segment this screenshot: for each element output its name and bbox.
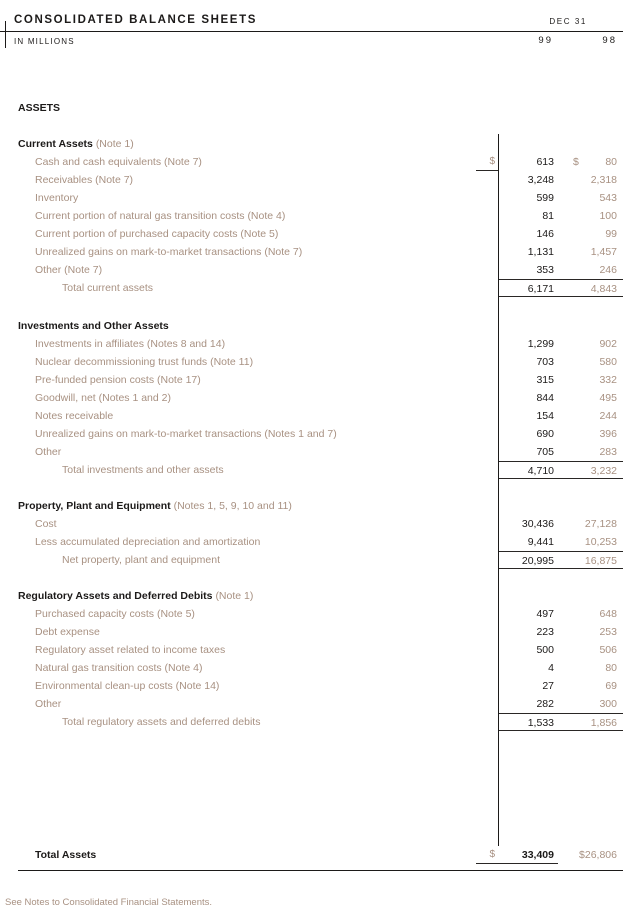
row-values	[498, 551, 623, 569]
value-col-99: 146	[536, 228, 554, 240]
value-col-99: 30,436	[521, 518, 554, 530]
label-text: Natural gas transition costs (Note 4)	[35, 662, 203, 674]
label-text: Property, Plant and Equipment	[18, 500, 171, 512]
line-item-row	[0, 353, 623, 371]
balance-sheet-section	[0, 587, 623, 731]
row-label	[0, 846, 476, 864]
value-text	[558, 497, 617, 515]
label-text: Debt expense	[35, 626, 100, 638]
line-item-row	[0, 207, 623, 225]
line-item-row	[0, 153, 623, 171]
section-total-row	[0, 713, 623, 731]
value-col-99: 315	[536, 374, 554, 386]
label-note: (Note 1)	[95, 138, 134, 150]
row-label	[0, 677, 476, 695]
row-label	[0, 389, 476, 407]
value-text: 100	[599, 210, 617, 222]
row-values	[498, 515, 623, 533]
value-col-98	[558, 515, 623, 533]
row-values	[498, 353, 623, 371]
row-values	[498, 605, 623, 623]
value-col-98	[558, 533, 623, 551]
section-heading-row	[0, 317, 623, 335]
row-values	[498, 461, 623, 479]
label-text: Nuclear decommissioning trust funds (Note 11)	[35, 356, 254, 368]
line-item-row	[0, 533, 623, 551]
label-text: Total Assets	[35, 849, 97, 861]
row-label	[0, 515, 476, 533]
row-label	[0, 407, 476, 425]
line-item-row	[0, 371, 623, 389]
row-label	[0, 153, 476, 171]
value-col-99: 353	[536, 264, 554, 276]
value-col-98	[558, 389, 623, 407]
value-col-99: 223	[536, 626, 554, 638]
label-text: Investments and Other Assets	[18, 320, 169, 332]
row-values	[498, 243, 623, 261]
value-text: 10,253	[584, 536, 617, 548]
value-col-99: 4	[548, 662, 554, 674]
label-text: Unrealized gains on mark-to-market transactions (Note 7)	[35, 246, 303, 258]
value-text: 2,318	[590, 174, 617, 186]
value-col-98	[558, 261, 623, 279]
row-label	[0, 279, 476, 297]
value-text: 300	[599, 698, 617, 710]
value-col-99: 27	[542, 680, 554, 692]
units-label: IN MILLIONS	[14, 36, 75, 46]
row-label	[0, 171, 476, 189]
row-values	[498, 135, 623, 153]
value-col-98	[558, 189, 623, 207]
value-col-98	[558, 135, 623, 153]
line-item-row	[0, 243, 623, 261]
row-label	[0, 335, 476, 353]
row-label	[0, 713, 476, 731]
row-label	[0, 99, 476, 117]
row-values	[498, 659, 623, 677]
label-text: Other	[35, 446, 62, 458]
currency-pre	[476, 677, 498, 695]
date-label: DEC 31	[549, 17, 587, 26]
row-label	[0, 461, 476, 479]
currency-pre	[476, 641, 498, 659]
value-text: 543	[599, 192, 617, 204]
value-text: 283	[599, 446, 617, 458]
value-col-98	[558, 317, 623, 335]
value-col-99: 599	[536, 192, 554, 204]
page-title: CONSOLIDATED BALANCE SHEETS	[14, 14, 257, 26]
row-label	[0, 207, 476, 225]
balance-sheet-section	[0, 317, 623, 479]
row-label	[0, 623, 476, 641]
value-col-99: 844	[536, 392, 554, 404]
line-item-row	[0, 659, 623, 677]
section-total-row	[0, 279, 623, 297]
value-text: 80	[605, 662, 617, 674]
value-col-99	[498, 99, 558, 117]
currency-symbol: $	[573, 156, 579, 168]
line-item-row	[0, 641, 623, 659]
row-values	[498, 171, 623, 189]
label-text: Investments in affiliates (Notes 8 and 14)	[35, 338, 226, 350]
currency-pre	[476, 425, 498, 443]
value-col-99: 33,409	[498, 846, 558, 864]
value-col-98	[558, 225, 623, 243]
section-heading-row	[0, 497, 623, 515]
label-text: Regulatory asset related to income taxes	[35, 644, 226, 656]
balance-sheet-body	[0, 99, 623, 864]
label-text: Cash and cash equivalents (Note 7)	[35, 156, 202, 168]
value-col-99: 613	[536, 156, 554, 168]
row-label	[0, 443, 476, 461]
value-text: 244	[599, 410, 617, 422]
currency-pre	[476, 623, 498, 641]
label-text: Inventory	[35, 192, 79, 204]
line-item-row	[0, 407, 623, 425]
value-col-99: 81	[542, 210, 554, 222]
value-col-99: 154	[536, 410, 554, 422]
value-text: 80	[605, 156, 617, 168]
value-col-99: 690	[536, 428, 554, 440]
value-text	[558, 587, 617, 605]
row-values	[498, 279, 623, 297]
row-label	[0, 189, 476, 207]
currency-pre	[476, 261, 498, 279]
line-item-row	[0, 425, 623, 443]
row-values	[498, 641, 623, 659]
value-col-98	[558, 552, 623, 570]
row-values	[498, 225, 623, 243]
value-col-98	[558, 207, 623, 225]
value-text: 69	[605, 680, 617, 692]
year-columns	[498, 32, 623, 50]
label-text: Current portion of natural gas transition costs (Note 4)	[35, 210, 286, 222]
line-item-row	[0, 443, 623, 461]
row-values	[498, 153, 623, 171]
row-values	[498, 497, 623, 515]
currency-pre: $	[476, 846, 498, 864]
value-col-98	[558, 243, 623, 261]
label-text: Current Assets	[18, 138, 93, 150]
value-col-98	[558, 153, 623, 171]
row-label	[0, 695, 476, 713]
label-text: Net property, plant and equipment	[62, 554, 220, 566]
row-label	[0, 371, 476, 389]
value-col-99	[498, 497, 558, 515]
row-label	[0, 425, 476, 443]
value-col-98	[558, 443, 623, 461]
row-values	[498, 261, 623, 279]
row-label	[0, 243, 476, 261]
row-values	[498, 389, 623, 407]
value-col-99: 6,171	[527, 283, 554, 295]
line-item-row	[0, 515, 623, 533]
value-text	[558, 135, 617, 153]
line-item-row	[0, 623, 623, 641]
value-text: 246	[599, 264, 617, 276]
currency-pre	[476, 189, 498, 207]
value-col-99: 3,248	[527, 174, 554, 186]
row-values	[498, 99, 623, 117]
value-col-98	[558, 846, 623, 864]
section-total-row	[0, 461, 623, 479]
currency-pre	[476, 407, 498, 425]
value-text: 253	[599, 626, 617, 638]
column-spacer	[476, 32, 498, 50]
row-values	[498, 317, 623, 335]
row-values	[498, 207, 623, 225]
currency-pre	[476, 99, 498, 117]
line-item-row	[0, 261, 623, 279]
value-col-98	[558, 99, 623, 117]
label-text: Pre-funded pension costs (Note 17)	[35, 374, 201, 386]
value-text: 902	[599, 338, 617, 350]
line-item-row	[0, 189, 623, 207]
value-col-99: 705	[536, 446, 554, 458]
label-text: Other (Note 7)	[35, 264, 103, 276]
value-col-98	[558, 280, 623, 298]
currency-pre	[476, 207, 498, 225]
row-label	[0, 605, 476, 623]
header-tick-line	[5, 21, 6, 48]
value-col-98	[558, 695, 623, 713]
row-values	[498, 677, 623, 695]
value-text: 332	[599, 374, 617, 386]
label-text: ASSETS	[18, 102, 61, 114]
label-note: (Notes 1, 5, 9, 10 and 11)	[173, 500, 292, 512]
row-values	[498, 713, 623, 731]
label-text: Regulatory Assets and Deferred Debits	[18, 590, 213, 602]
row-label	[0, 135, 476, 153]
value-col-99: 703	[536, 356, 554, 368]
balance-sheet-section	[0, 135, 623, 297]
value-col-98	[558, 605, 623, 623]
section-total-row	[0, 551, 623, 569]
row-label	[0, 641, 476, 659]
value-col-98	[558, 659, 623, 677]
value-col-99: 1,533	[527, 717, 554, 729]
label-text: Purchased capacity costs (Note 5)	[35, 608, 195, 620]
value-text	[558, 99, 617, 117]
value-col-98	[558, 171, 623, 189]
total-assets-row	[0, 846, 623, 864]
row-values	[498, 623, 623, 641]
label-text: Environmental clean-up costs (Note 14)	[35, 680, 220, 692]
line-item-row	[0, 389, 623, 407]
value-col-99: 4,710	[527, 465, 554, 477]
label-text: Total investments and other assets	[62, 464, 224, 476]
row-label	[0, 497, 476, 515]
section-heading-row	[0, 135, 623, 153]
currency-pre	[476, 371, 498, 389]
label-text: Total regulatory assets and deferred debits	[62, 716, 261, 728]
currency-pre	[476, 695, 498, 713]
value-col-99	[498, 135, 558, 153]
label-text: Receivables (Note 7)	[35, 174, 134, 186]
column-headers-row	[0, 33, 623, 49]
value-text: 1,457	[590, 246, 617, 258]
currency-pre	[476, 443, 498, 461]
value-col-98	[558, 497, 623, 515]
row-label	[0, 587, 476, 605]
value-text: 580	[599, 356, 617, 368]
value-col-98	[558, 371, 623, 389]
row-values	[498, 443, 623, 461]
line-item-row	[0, 335, 623, 353]
value-text: 506	[599, 644, 617, 656]
currency-pre	[476, 461, 498, 479]
currency-pre	[476, 497, 498, 515]
row-values	[498, 695, 623, 713]
value-text: 99	[605, 228, 617, 240]
currency-pre	[476, 659, 498, 677]
value-col-98	[558, 462, 623, 480]
value-col-99: 282	[536, 698, 554, 710]
value-col-99	[498, 587, 558, 605]
value-text	[558, 317, 617, 335]
balance-sheet-section	[0, 497, 623, 569]
label-note: (Note 1)	[215, 590, 254, 602]
currency-pre	[476, 353, 498, 371]
value-text: 1,856	[590, 717, 617, 729]
row-label	[0, 353, 476, 371]
label-text: Goodwill, net (Notes 1 and 2)	[35, 392, 171, 404]
label-text: Current portion of purchased capacity costs (Note 5)	[35, 228, 279, 240]
row-values	[498, 371, 623, 389]
currency-pre	[476, 225, 498, 243]
line-item-row	[0, 605, 623, 623]
currency-pre	[476, 335, 498, 353]
value-text: 16,875	[584, 555, 617, 567]
row-label	[0, 533, 476, 551]
value-col-98	[558, 353, 623, 371]
row-label	[0, 225, 476, 243]
currency-pre	[476, 713, 498, 731]
line-item-row	[0, 695, 623, 713]
currency-pre	[476, 389, 498, 407]
column-divider-line	[498, 134, 499, 846]
currency-pre	[476, 551, 498, 569]
value-col-98	[558, 425, 623, 443]
value-col-98	[558, 587, 623, 605]
page-header	[0, 0, 623, 49]
currency-pre	[476, 279, 498, 297]
value-text: 27,128	[584, 518, 617, 530]
currency-pre	[476, 135, 498, 153]
column-header-1998: 98	[602, 35, 617, 46]
row-label	[0, 261, 476, 279]
value-col-98	[558, 714, 623, 732]
currency-pre: $	[476, 153, 498, 171]
currency-pre	[476, 587, 498, 605]
value-col-98	[558, 335, 623, 353]
currency-pre	[476, 317, 498, 335]
label-text: Total current assets	[62, 282, 154, 294]
value-col-98	[558, 641, 623, 659]
label-text: Less accumulated depreciation and amortization	[35, 536, 261, 548]
value-text: $26,806	[579, 849, 617, 861]
label-text: Other	[35, 698, 62, 710]
label-text: Unrealized gains on mark-to-market transactions (Notes 1 and 7)	[35, 428, 337, 440]
row-values	[498, 533, 623, 551]
section-heading-row	[0, 587, 623, 605]
label-text: Cost	[35, 518, 57, 530]
currency-pre	[476, 605, 498, 623]
value-text: 4,843	[590, 283, 617, 295]
row-values	[498, 587, 623, 605]
row-label	[0, 551, 476, 569]
value-text: 3,232	[590, 465, 617, 477]
row-values	[498, 846, 623, 864]
row-label	[0, 317, 476, 335]
value-col-99: 9,441	[527, 536, 554, 548]
total-assets-bottom-rule	[18, 870, 623, 871]
value-text: 648	[599, 608, 617, 620]
value-col-99: 1,131	[527, 246, 554, 258]
row-values	[498, 407, 623, 425]
value-col-98	[558, 677, 623, 695]
currency-pre	[476, 533, 498, 551]
value-col-99: 1,299	[527, 338, 554, 350]
row-values	[498, 335, 623, 353]
currency-pre	[476, 171, 498, 189]
currency-pre	[476, 243, 498, 261]
value-col-99: 500	[536, 644, 554, 656]
footnote: See Notes to Consolidated Financial Statements.	[5, 897, 213, 908]
value-text: 396	[599, 428, 617, 440]
assets-heading-row	[0, 99, 623, 117]
value-col-98	[558, 407, 623, 425]
line-item-row	[0, 225, 623, 243]
line-item-row	[0, 171, 623, 189]
row-values	[498, 425, 623, 443]
line-item-row	[0, 677, 623, 695]
row-label	[0, 659, 476, 677]
column-header-1999: 99	[538, 35, 553, 46]
title-row	[0, 13, 623, 27]
row-values	[498, 189, 623, 207]
currency-pre	[476, 515, 498, 533]
value-text: 495	[599, 392, 617, 404]
value-col-99	[498, 317, 558, 335]
value-col-99: 20,995	[521, 555, 554, 567]
value-col-98	[558, 623, 623, 641]
label-text: Notes receivable	[35, 410, 114, 422]
value-col-99: 497	[536, 608, 554, 620]
